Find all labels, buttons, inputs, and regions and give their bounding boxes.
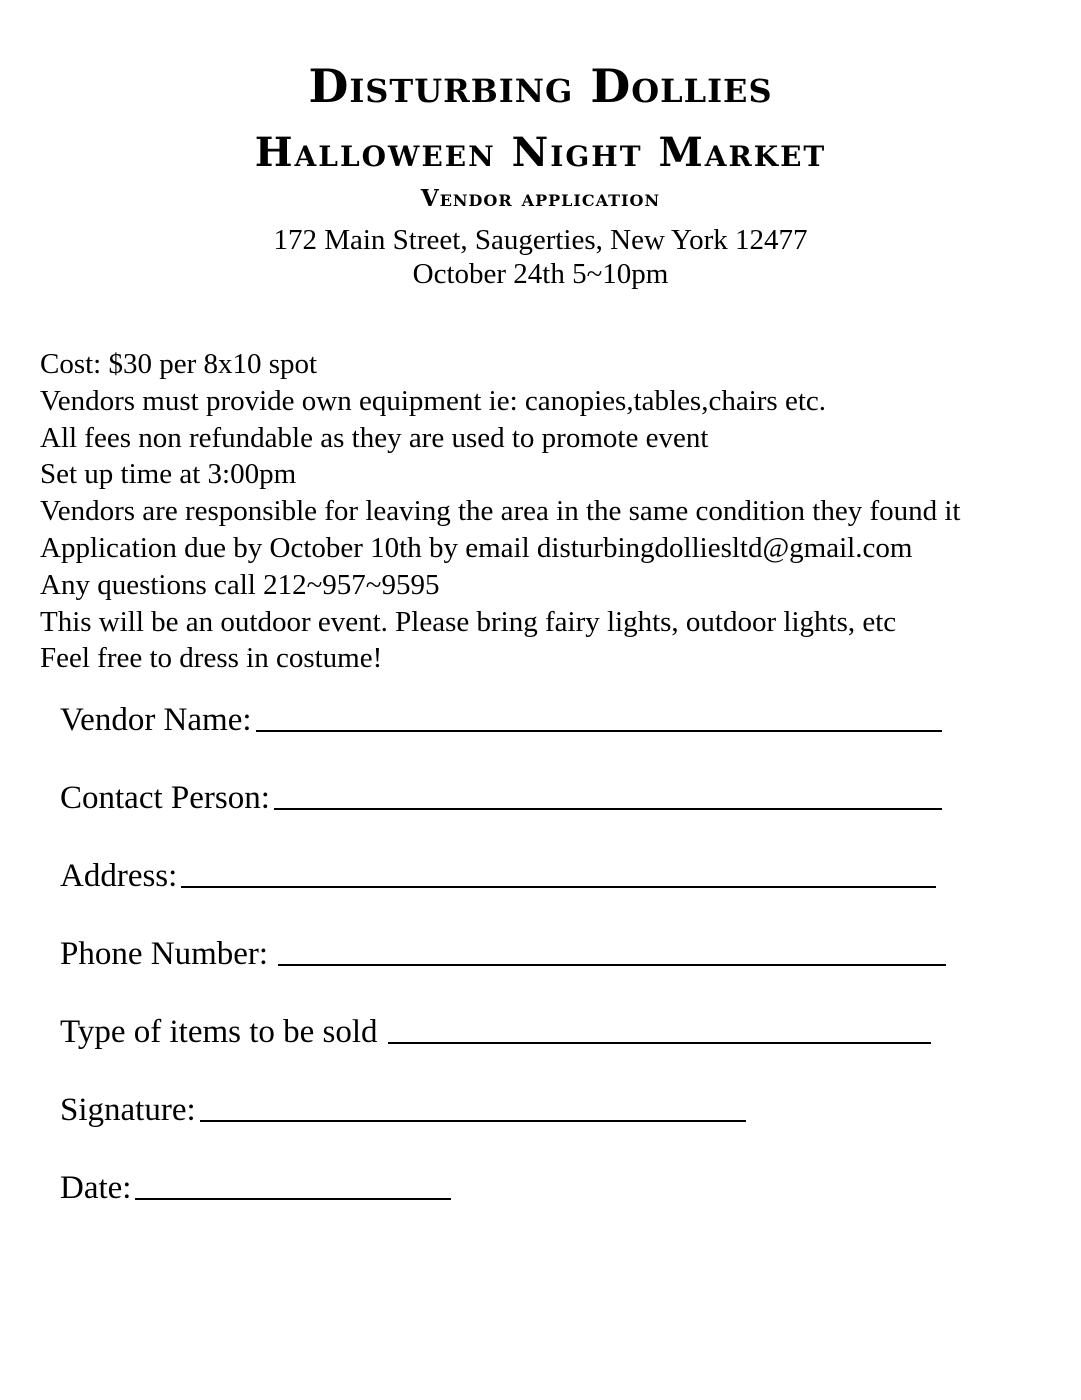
form-type-heading: Vendor application (420, 185, 661, 212)
vendor-name-field[interactable] (60, 690, 942, 740)
info-line-setup-time: Set up time at 3:00pm (40, 458, 297, 491)
phone-number-field[interactable] (60, 924, 946, 974)
info-line-outdoor: This will be an outdoor event. Please bring fairy lights, outdoor lights, etc (40, 605, 897, 638)
items-sold-label: Type of items to be sold (60, 1014, 378, 1050)
signature-field[interactable] (60, 1080, 746, 1130)
signature-blank[interactable] (200, 1120, 746, 1122)
info-line-equipment: Vendors must provide own equipment ie: canopies,tables,chairs etc. (40, 384, 827, 417)
event-title: Disturbing Dollies (308, 59, 773, 113)
event-subtitle: Halloween Night Market (254, 129, 827, 176)
date-blank[interactable] (135, 1198, 451, 1200)
event-address: 172 Main Street, Saugerties, New York 12477 (273, 224, 808, 256)
info-line-costume: Feel free to dress in costume! (40, 642, 383, 675)
vendor-name-blank[interactable] (256, 730, 942, 732)
contact-person-label: Contact Person: (60, 780, 270, 816)
contact-person-field[interactable] (60, 768, 942, 818)
date-field[interactable] (60, 1158, 451, 1208)
phone-number-blank[interactable] (278, 964, 946, 966)
address-blank[interactable] (181, 886, 936, 888)
vendor-name-label: Vendor Name: (60, 702, 252, 738)
info-line-application-due: Application due by October 10th by email disturbingdolliesltd@gmail.com (40, 531, 913, 564)
address-field[interactable] (60, 846, 936, 896)
date-label: Date: (60, 1170, 132, 1206)
info-line-cost: Cost: $30 per 8x10 spot (40, 348, 318, 380)
items-sold-field[interactable] (60, 1002, 931, 1052)
info-line-fees: All fees non refundable as they are used to promote event (40, 421, 709, 454)
contact-person-blank[interactable] (274, 808, 942, 810)
info-line-questions: Any questions call 212~957~9595 (40, 568, 440, 601)
address-label: Address: (60, 858, 178, 894)
signature-label: Signature: (60, 1092, 196, 1128)
event-date-time: October 24th 5~10pm (412, 258, 669, 290)
info-line-cleanup: Vendors are responsible for leaving the area in the same condition they found it (40, 495, 961, 528)
phone-number-label: Phone Number: (60, 936, 269, 972)
items-sold-blank[interactable] (388, 1042, 931, 1044)
event-info-list (40, 346, 1040, 677)
